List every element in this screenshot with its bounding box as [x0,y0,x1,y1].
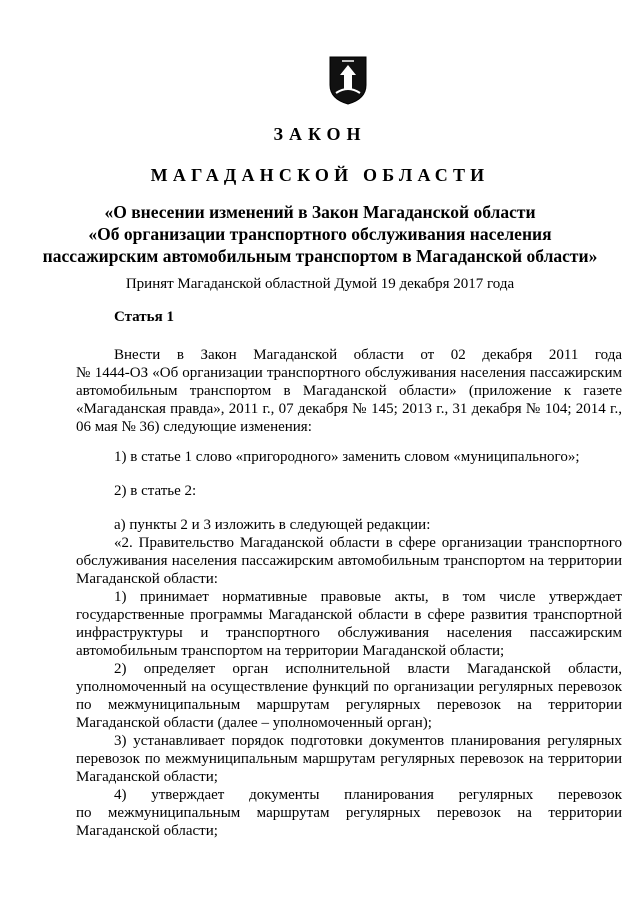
body-line: 3) устанавливает порядок подготовки документов планирования регулярных [114,733,622,749]
body-line: 4) утверждает документы планирования регулярных перевозок [114,787,622,803]
body-line: автомобильным транспортом на территории Магаданской области; [76,643,505,659]
body-line: Магаданской области; [76,769,218,785]
article-heading: Статья 1 [114,309,174,325]
body-line: Внести в Закон Магаданской области от 02 декабря 2011 года [114,347,622,363]
body-line: а) пункты 2 и 3 изложить в следующей редакции: [114,517,431,533]
body-line: «Магаданская правда», 2011 г., 07 декабря № 145; 2013 г., 31 декабря № 104; 2014 г., [76,401,622,417]
body-line: по межмуниципальным маршрутам регулярных перевозок на территории [76,805,622,821]
body-line: перевозок по межмуниципальным маршрутам регулярных перевозок на территории [76,751,622,767]
body-line: 2) в статье 2: [114,483,197,499]
subtitle-line-1: «О внесении изменений в Закон Магаданской области [104,202,536,222]
body-line: Магаданской области (далее – уполномоченный орган); [76,715,432,731]
body-line: 06 мая № 36) следующие изменения: [76,419,312,435]
body-line: Магаданской области: [76,571,218,587]
body-line: государственные программы Магаданской области в сфере развития транспортной [76,607,622,623]
region-title: МАГАДАНСКОЙ ОБЛАСТИ [150,165,490,185]
body-line: 2) определяет орган исполнительной власти Магаданской области, [114,661,622,677]
body-line: «2. Правительство Магаданской области в сфере организации транспортного [114,535,622,551]
body-line: 1) в статье 1 слово «пригородного» заменить словом «муниципального»; [114,449,580,465]
subtitle-line-3: пассажирским автомобильным транспортом в Магаданской области» [42,246,598,266]
body-line: инфраструктуры и транспортного обслуживания населения пассажирским [76,625,622,641]
subtitle-line-2: «Об организации транспортного обслуживания населения [88,224,552,244]
body-line: № 1444-ОЗ «Об организации транспортного обслуживания населения пассажирским [76,365,622,381]
adoption-date: Принят Магаданской областной Думой 19 декабря 2017 года [125,276,515,292]
body-line: Магаданской области; [76,823,218,839]
law-title: ЗАКОН [273,124,367,144]
body-line: обслуживания населения пассажирским автомобильным транспортом на территории [76,553,622,569]
body-line: по межмуниципальным маршрутам регулярных перевозок на территории [76,697,622,713]
body-line: автомобильным транспортом в Магаданской области» (приложение к газете [76,383,622,399]
body-line: уполномоченный на осуществление функций по организации регулярных перевозок [76,679,622,695]
body-line: 1) принимает нормативные правовые акты, в том числе утверждает [114,589,622,605]
coat-of-arms-icon [326,55,370,105]
